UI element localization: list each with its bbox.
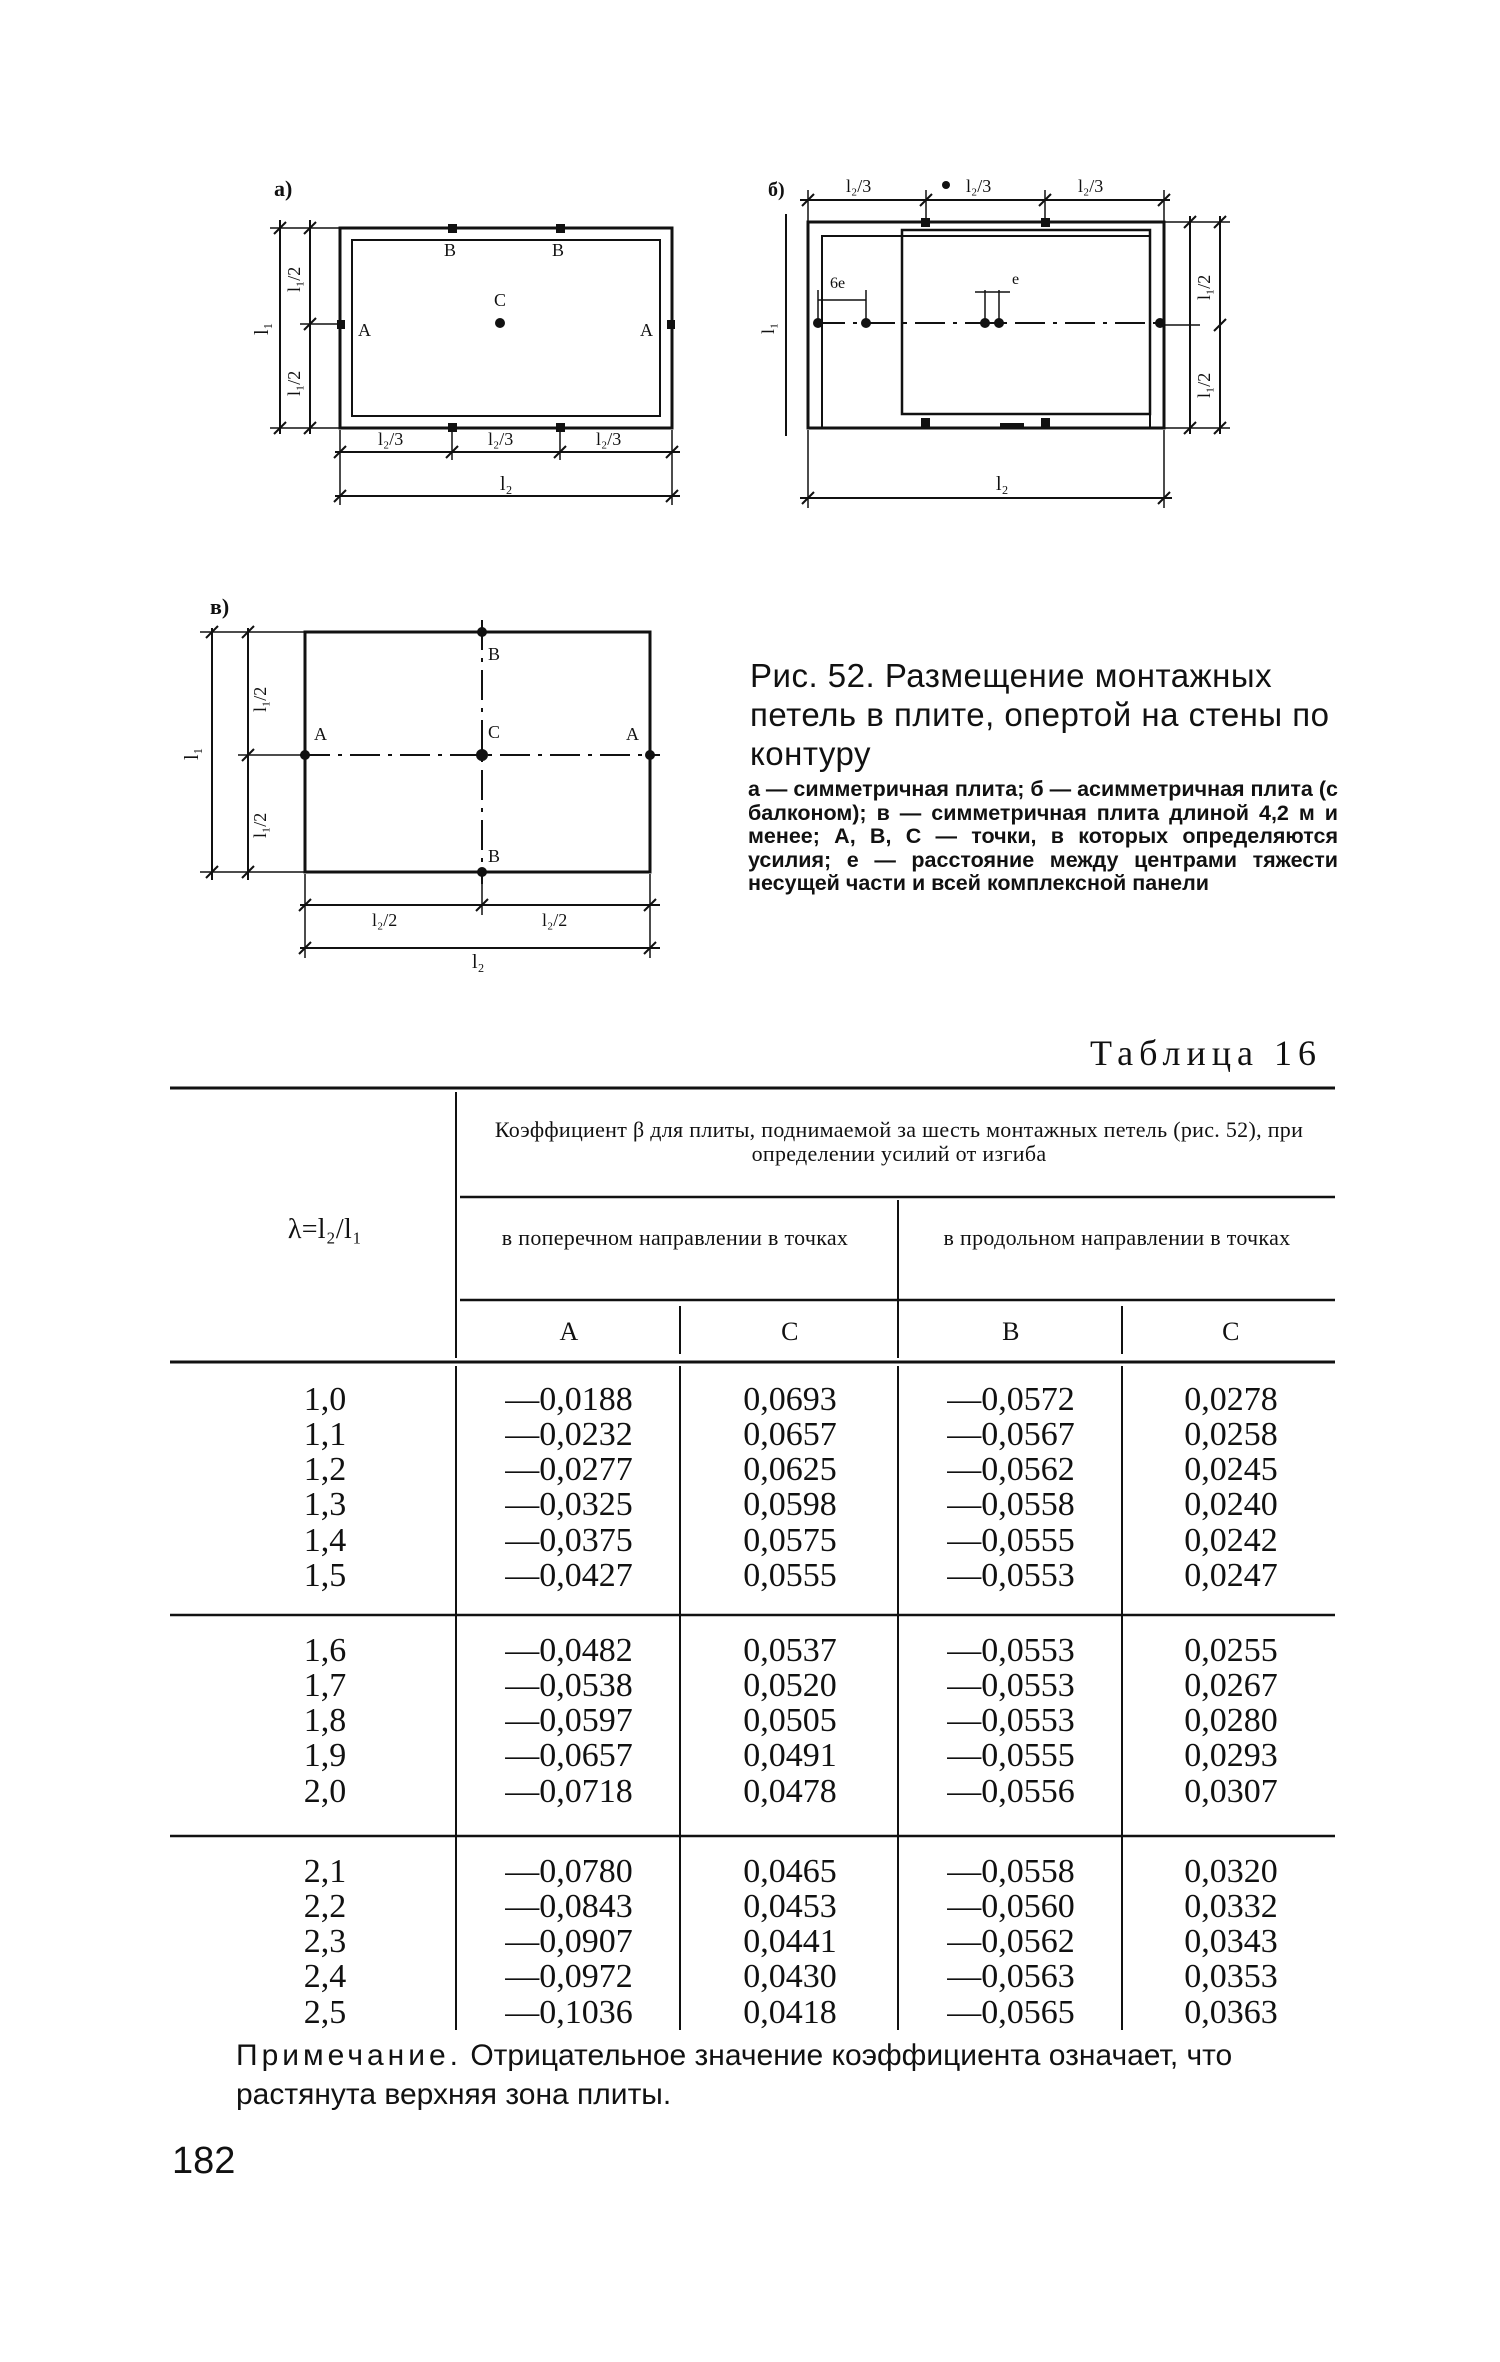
coefficient-cell: —0,0556 [947,1772,1075,1810]
coefficient-cell: 0,0520 [743,1667,837,1705]
lambda-cell: 1,6 [303,1632,347,1669]
svg-text:l₁/2: l₁/2 [250,812,270,838]
coefficient-cell: —0,0427 [505,1556,633,1594]
coefficient-cell: 0,0320 [1184,1853,1278,1890]
svg-text:l₂/2: l₂/2 [542,910,568,930]
coefficient-cell: —0,0325 [505,1486,633,1524]
svg-text:l₂/3: l₂/3 [1078,176,1104,196]
note-lead: Примечание. [236,2039,462,2072]
coefficient-cell: —0,0558 [947,1486,1075,1524]
coefficient-cell: 0,0278 [1184,1381,1278,1418]
coefficient-cell: 0,0575 [743,1521,837,1559]
coefficient-cell: 0,0343 [1184,1923,1278,1961]
coefficient-cell: 0,0537 [743,1632,837,1669]
lambda-cell: 1,4 [303,1521,347,1559]
svg-text:B: B [444,240,457,260]
table-title: Таблица 16 [1090,1033,1322,1073]
coefficient-cell: 0,0280 [1184,1702,1278,1740]
fig-v-label: в) [210,594,230,619]
svg-text:A: A [640,320,653,340]
coefficient-cell: —0,0553 [947,1667,1075,1705]
coefficient-cell: —0,0780 [505,1853,633,1890]
coefficient-cell: —0,0843 [505,1888,633,1926]
coefficient-cell: 0,0453 [743,1888,837,1926]
coefficient-cell: 0,0332 [1184,1888,1278,1926]
lambda-cell: 2,2 [303,1888,347,1926]
coefficient-cell: —0,0232 [505,1416,633,1454]
note-text: Отрицательное значение коэффициента означает, что растянута верхняя зона плиты. [236,2039,1233,2111]
coefficient-cell: 0,0240 [1184,1486,1278,1524]
lambda-cell: 2,4 [303,1958,347,1996]
coefficient-cell: —0,0572 [947,1381,1075,1418]
coefficient-cell: 0,0258 [1184,1416,1278,1454]
coefficient-cell: 0,0441 [743,1923,837,1961]
header-longitudinal: в продольном направлении в точках [943,1225,1291,1250]
lambda-cell: 2,1 [303,1853,347,1890]
coefficient-cell: 0,0307 [1184,1772,1278,1810]
coefficient-cell: —0,0565 [947,1993,1075,2031]
page-number: 182 [172,2140,236,2182]
svg-text:e: e [1012,271,1020,288]
coefficient-cell: —0,0553 [947,1702,1075,1740]
coefficient-cell: 0,0693 [743,1381,837,1418]
header-main: Коэффициент β для плиты, поднимаемой за шесть монтажных петель (рис. 52), при определении усилий от изгиба [494,1117,1304,1166]
svg-text:l₂/3: l₂/3 [488,429,514,449]
coefficient-cell: 0,0625 [743,1451,837,1489]
coefficient-cell: 0,0242 [1184,1521,1278,1559]
coefficient-cell: 0,0293 [1184,1737,1278,1775]
lambda-cell: 1,1 [303,1416,347,1454]
lambda-cell: 1,5 [303,1556,347,1594]
coefficient-cell: 0,0255 [1184,1632,1278,1669]
coefficient-cell: —0,0562 [947,1923,1075,1961]
coefficient-cell: —0,0563 [947,1958,1075,1996]
lambda-cell: 2,0 [303,1772,347,1810]
coefficient-cell: —0,0718 [505,1772,633,1810]
lambda-cell: 1,8 [303,1702,347,1740]
coefficient-cell: 0,0657 [743,1416,837,1454]
header-point-a: A [559,1317,579,1346]
svg-text:l₂/3: l₂/3 [846,176,872,196]
coefficient-cell: 0,0247 [1184,1556,1278,1594]
lambda-cell: 1,2 [303,1451,347,1489]
svg-text:l₁/2: l₁/2 [1194,274,1214,300]
lambda-cell: 1,0 [303,1381,347,1418]
lambda-cell: 1,7 [303,1667,347,1705]
header-lambda: λ=l₂/l₁ [287,1214,363,1245]
svg-text:l₂/3: l₂/3 [596,429,622,449]
fig-b-label: б) [768,179,785,201]
coefficient-cell: —0,0553 [947,1556,1075,1594]
svg-text:l₁: l₁ [181,747,203,760]
coefficient-cell: 0,0478 [743,1772,837,1810]
lambda-cell: 2,5 [303,1993,347,2031]
coefficient-cell: 0,0353 [1184,1958,1278,1996]
svg-text:l₂: l₂ [472,951,485,973]
coefficient-cell: —0,0555 [947,1737,1075,1775]
svg-text:l₂/3: l₂/3 [378,429,404,449]
coefficient-cell: —0,1036 [505,1993,633,2031]
lambda-cell: 2,3 [303,1923,347,1961]
coefficient-cell: 0,0267 [1184,1667,1278,1705]
coefficient-cell: —0,0553 [947,1632,1075,1669]
table-note [236,2036,1336,2114]
svg-text:l₂/2: l₂/2 [372,910,398,930]
svg-text:l₁/2: l₁/2 [284,266,304,292]
svg-text:B: B [488,644,501,664]
figure-a [240,170,700,530]
coefficient-cell: —0,0482 [505,1632,633,1669]
coefficient-cell: 0,0465 [743,1853,837,1890]
coefficient-cell: —0,0375 [505,1521,633,1559]
svg-text:l₁: l₁ [251,322,273,335]
svg-text:l₂: l₂ [996,473,1009,495]
figure-v [170,590,670,990]
svg-text:B: B [488,846,501,866]
coefficient-cell: 0,0418 [743,1993,837,2031]
coefficient-cell: —0,0560 [947,1888,1075,1926]
svg-text:6e: 6e [830,275,846,292]
coefficient-cell: 0,0363 [1184,1993,1278,2031]
coefficient-cell: —0,0972 [505,1958,633,1996]
svg-text:l₁: l₁ [758,322,778,334]
figure-caption-title: Рис. 52. Размещение монтажных петель в плите, опертой на стены по контуру [750,657,1330,772]
coefficient-cell: —0,0188 [505,1381,633,1418]
coefficient-cell: —0,0907 [505,1923,633,1961]
figure-caption-description: а — симметричная плита; б — асимметричная плита (с балконом); в — симметричная плита длиной 4,2 м и менее; А, В, С — точки, в которых определяются усилия; е — расстояние между центрами тяжести несущей части и всей комплексной панели [748,777,1338,895]
svg-text:A: A [358,320,371,340]
svg-text:l₁/2: l₁/2 [284,370,304,396]
coefficient-cell: 0,0491 [743,1737,837,1775]
header-point-b: B [1002,1317,1020,1346]
figure-b [750,165,1260,530]
coefficient-cell: —0,0562 [947,1451,1075,1489]
lambda-cell: 1,3 [303,1486,347,1524]
svg-text:C: C [494,290,507,310]
header-point-c-longitudinal: C [1222,1317,1240,1346]
coefficient-cell: —0,0567 [947,1416,1075,1454]
svg-text:l₁/2: l₁/2 [250,686,270,712]
coefficient-cell: —0,0597 [505,1702,633,1740]
coefficient-cell: 0,0598 [743,1486,837,1524]
coefficient-cell: 0,0245 [1184,1451,1278,1489]
svg-text:C: C [488,722,501,742]
coefficient-cell: —0,0538 [505,1667,633,1705]
lambda-cell: 1,9 [303,1737,347,1775]
svg-text:A: A [626,724,639,744]
header-transverse: в поперечном направлении в точках [501,1225,849,1250]
coefficient-cell: —0,0657 [505,1737,633,1775]
coefficient-cell: 0,0555 [743,1556,837,1594]
svg-text:l₁/2: l₁/2 [1194,372,1214,398]
svg-text:B: B [552,240,565,260]
header-point-c-transverse: C [781,1317,799,1346]
coefficient-cell: 0,0505 [743,1702,837,1740]
coefficient-cell: —0,0555 [947,1521,1075,1559]
fig-a-label: а) [274,176,293,201]
svg-text:l₂/3: l₂/3 [966,176,992,196]
svg-text:l₂: l₂ [500,473,513,495]
coefficient-cell: —0,0558 [947,1853,1075,1890]
svg-text:A: A [314,724,327,744]
coefficient-cell: 0,0430 [743,1958,837,1996]
coefficient-cell: —0,0277 [505,1451,633,1489]
